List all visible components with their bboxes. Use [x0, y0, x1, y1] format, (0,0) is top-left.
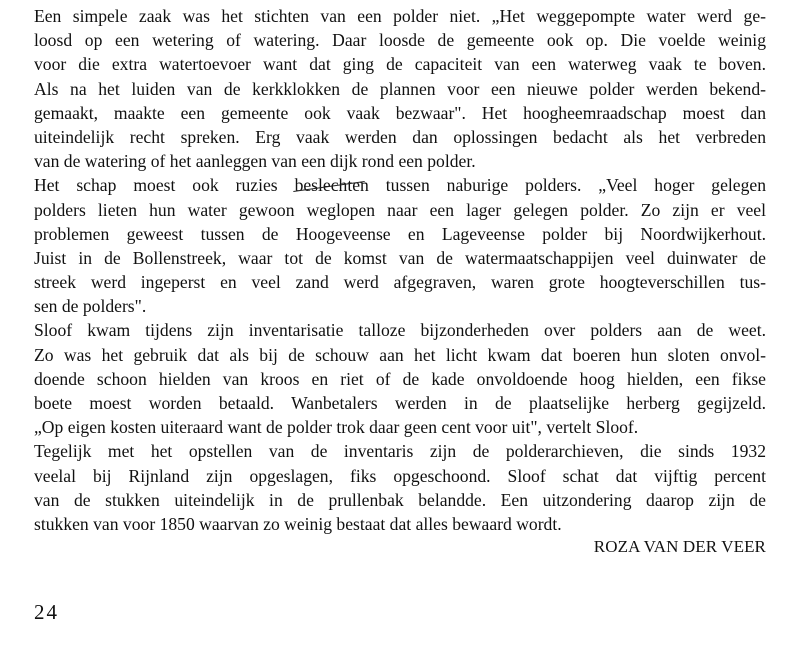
text-line-4: Als na het luiden van de kerkklokken de plannen voor een nieuwe polder werden bekend-: [34, 78, 766, 99]
text-line-3: voor die extra watertoevoer want dat ging de capaciteit van een waterweg vaak te boven.: [34, 54, 766, 75]
text-line-8: [34, 173, 766, 197]
text-line-2: loosd op een wetering of watering. Daar loosde de gemeente ook op. Die voelde weinig: [34, 30, 766, 51]
author-signature: ROZA VAN DER VEER: [593, 537, 766, 556]
text-line-8-start: Het schap moest ook ruzies: [34, 175, 295, 196]
text-line-19: Tegelijk met het opstellen van de inventaris zijn de polderarchieven, die sinds 1932: [34, 441, 766, 462]
text-line-5: gemaakt, maakte een gemeente ook vaak bezwaar". Het hoogheemraadschap moest dan: [34, 102, 766, 123]
text-line-9: polders lieten hun water gewoon weglopen naar een lager gelegen polder. Zo zijn er veel: [34, 199, 766, 220]
text-line-17: boete moest worden betaald. Wanbetalers werden in de plaatselijke herberg gegijzeld.: [34, 393, 766, 413]
text-line-11: Juist in de Bollenstreek, waar tot de komst van de watermaatschappijen veel duinwater de: [34, 247, 766, 268]
text-line-22: stukken van voor 1850 waarvan zo weinig bestaat dat alles bewaard wordt.: [34, 513, 562, 534]
text-line-13: sen de polders".: [34, 296, 147, 317]
text-line-10: problemen geweest tussen de Hoogeveense en Lageveense polder bij Noordwijkerhout.: [34, 223, 766, 244]
text-line-15: Zo was het gebruik dat als bij de schouw aan het licht kwam dat boeren hun sloten onvol-: [34, 344, 766, 365]
text-line-1: Een simpele zaak was het stichten van een polder niet. „Het weggepompte water werd ge-: [34, 6, 766, 26]
text-line-8-end: tussen naburige polders. „Veel hoger gelegen: [368, 175, 767, 196]
page-number: 24: [34, 600, 59, 624]
text-line-6: uiteindelijk recht spreken. Erg vaak werden dan oplossingen bedacht als het verbreden: [34, 126, 766, 147]
article-body: [34, 4, 766, 536]
struck-word: beslechten: [294, 175, 369, 196]
text-line-21: van de stukken uiteindelijk in de prullenbak belandde. Een uitzondering daarop zijn de: [34, 489, 766, 510]
text-line-20: veelal bij Rijnland zijn opgeslagen, fiks opgeschoond. Sloof schat dat vijftig percent: [34, 465, 766, 486]
text-line-7: van de watering of het aanleggen van een dijk rond een polder.: [34, 151, 476, 172]
text-line-14: Sloof kwam tijdens zijn inventarisatie talloze bijzonderheden over polders aan de weet.: [34, 320, 766, 341]
text-line-18: „Op eigen kosten uiteraard want de polder trok daar geen cent voor uit", vertelt Sloof.: [34, 417, 639, 438]
text-line-12: streek werd ingeperst en veel zand werd afgegraven, waren grote hoogteverschillen tus-: [34, 272, 766, 293]
text-line-16: doende schoon hielden van kroos en riet of de kade onvoldoende hoog hielden, een fikse: [34, 368, 766, 389]
